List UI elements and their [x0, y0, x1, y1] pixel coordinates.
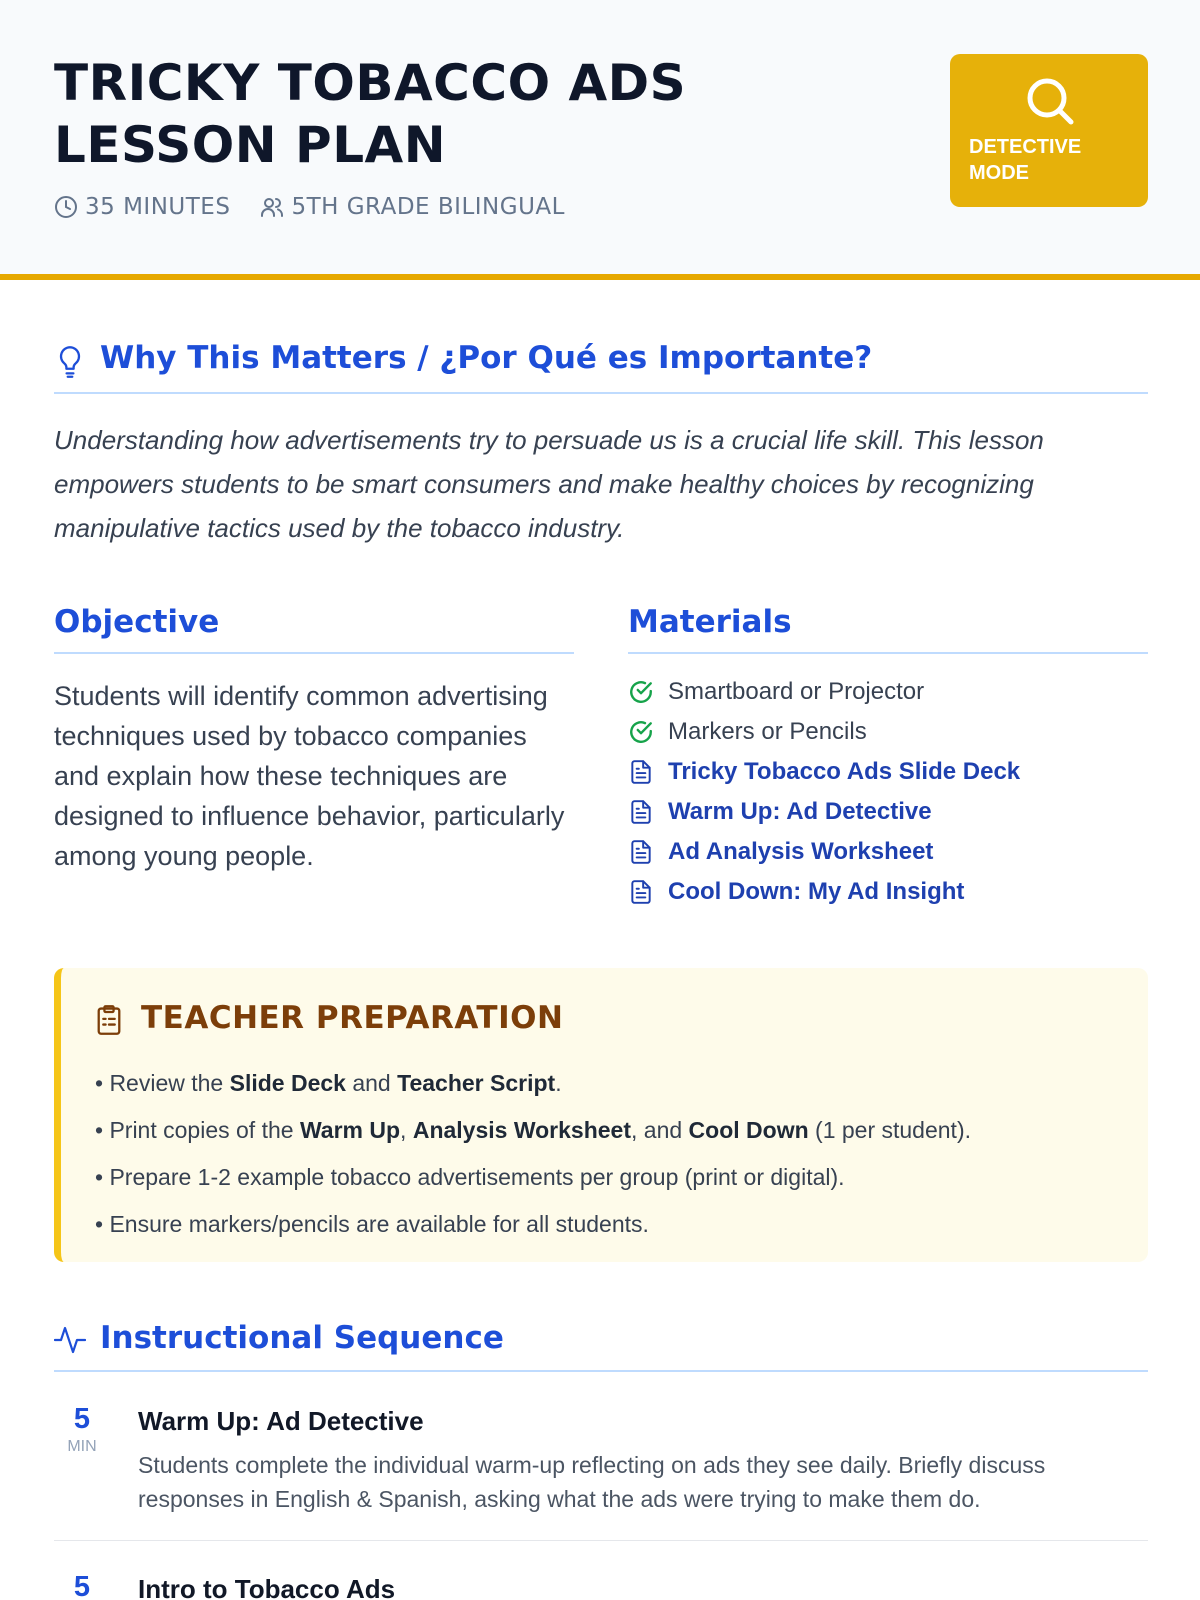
- objective-divider: [54, 652, 574, 654]
- sequence-divider: [54, 1370, 1148, 1372]
- preparation-list: [95, 1060, 1135, 1248]
- materials-heading: Materials: [628, 604, 792, 640]
- step-minutes: 5: [73, 1571, 91, 1600]
- objective-heading: Objective: [54, 604, 220, 640]
- activity-icon: [54, 1324, 86, 1354]
- sequence-step: [54, 1402, 1148, 1512]
- audience-meta: [260, 194, 565, 220]
- warm-up-link[interactable]: Warm Up: Ad Detective: [668, 798, 932, 825]
- step-title: Intro to Tobacco Ads: [138, 1574, 396, 1600]
- duration-meta: [54, 194, 230, 220]
- materials-list: [628, 672, 1148, 912]
- lightbulb-icon: [56, 345, 84, 379]
- preparation-emphasis: Warm Up: [299, 1117, 401, 1143]
- document-icon: [628, 839, 654, 865]
- material-link-item[interactable]: [628, 752, 1148, 792]
- document-icon: [628, 799, 654, 825]
- preparation-text: (1 per student).: [808, 1117, 971, 1143]
- why-heading: Why This Matters / ¿Por Qué es Importante?: [100, 340, 873, 376]
- slide-deck-link[interactable]: Tricky Tobacco Ads Slide Deck: [668, 758, 1021, 785]
- material-label: Markers or Pencils: [668, 718, 867, 745]
- preparation-emphasis: Teacher Script: [397, 1070, 556, 1096]
- preparation-heading: TEACHER PREPARATION: [141, 1000, 564, 1036]
- preparation-text: • Prepare 1-2 example tobacco advertisements per group (print or digital).: [95, 1164, 845, 1190]
- step-duration: [54, 1402, 110, 1458]
- preparation-emphasis: Slide Deck: [229, 1070, 346, 1096]
- check-circle-icon: [628, 719, 654, 745]
- lesson-meta: [54, 194, 595, 220]
- detective-mode-badge[interactable]: [950, 54, 1148, 207]
- preparation-text: .: [555, 1070, 562, 1096]
- material-link-item[interactable]: [628, 872, 1148, 912]
- step-separator: [54, 1540, 1148, 1541]
- step-title: Warm Up: Ad Detective: [138, 1406, 424, 1436]
- duration-text: 35 MINUTES: [85, 194, 231, 220]
- step-minutes: 5: [73, 1403, 91, 1435]
- clipboard-icon: [95, 1004, 123, 1036]
- users-icon: [260, 195, 284, 219]
- material-item: [628, 672, 1148, 712]
- preparation-text: • Ensure markers/pencils are available for all students.: [95, 1211, 649, 1237]
- preparation-emphasis: Cool Down: [688, 1117, 809, 1143]
- sequence-step: [54, 1570, 1148, 1600]
- material-link-item[interactable]: [628, 832, 1148, 872]
- why-divider: [54, 392, 1148, 394]
- preparation-item: [95, 1107, 1135, 1154]
- check-circle-icon: [628, 679, 654, 705]
- preparation-text: ,: [400, 1117, 413, 1143]
- step-description: Students complete the individual warm-up reflecting on ads they see daily. Briefly discuss responses in English & Spanish, asking what the ads were trying to make them do.: [138, 1452, 1046, 1512]
- step-unit: MIN: [67, 1438, 97, 1455]
- page-title: TRICKY TOBACCO ADS LESSON PLAN: [54, 54, 687, 174]
- objective-text: Students will identify common advertising techniques used by tobacco companies and explain how these techniques are designed to influence behavior, particularly among young people.: [54, 681, 565, 871]
- preparation-item: [95, 1201, 1135, 1248]
- preparation-item: [95, 1060, 1135, 1107]
- material-label: Smartboard or Projector: [668, 678, 925, 705]
- preparation-text: and: [345, 1070, 398, 1096]
- preparation-item: [95, 1154, 1135, 1201]
- audience-text: 5TH GRADE BILINGUAL: [291, 194, 565, 220]
- why-text: Understanding how advertisements try to persuade us is a crucial life skill. This lesson empowers students to be smart consumers and make healthy choices by recognizing manipulative tactics used by the tobacco industry.: [54, 425, 1044, 543]
- document-icon: [628, 879, 654, 905]
- preparation-text: , and: [631, 1117, 689, 1143]
- teacher-preparation-box: [54, 968, 1148, 1262]
- cool-down-link[interactable]: Cool Down: My Ad Insight: [668, 878, 965, 905]
- badge-label: DETECTIVE MODE: [969, 136, 1082, 184]
- worksheet-link[interactable]: Ad Analysis Worksheet: [668, 838, 934, 865]
- sequence-heading: Instructional Sequence: [100, 1320, 504, 1356]
- material-item: [628, 712, 1148, 752]
- preparation-text: • Print copies of the: [95, 1117, 300, 1143]
- material-link-item[interactable]: [628, 792, 1148, 832]
- preparation-text: • Review the: [95, 1070, 230, 1096]
- lesson-header: [0, 0, 1200, 280]
- preparation-emphasis: Analysis Worksheet: [412, 1117, 631, 1143]
- document-icon: [628, 759, 654, 785]
- clock-icon: [54, 195, 78, 219]
- search-icon: [1025, 76, 1075, 126]
- materials-divider: [628, 652, 1148, 654]
- step-duration: [54, 1570, 110, 1600]
